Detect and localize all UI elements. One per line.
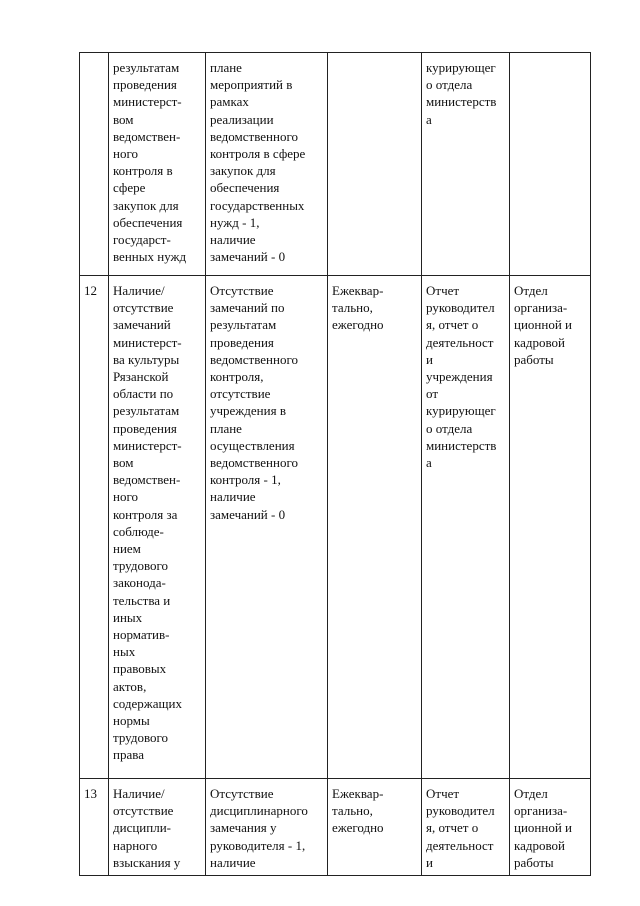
row-number-cell bbox=[80, 53, 109, 276]
source-cell: Отчет руководител я, отчет о деятельност и учреждения от курирующег о отдела министерств а bbox=[422, 276, 510, 779]
source-cell: курирующег о отдела министерств а bbox=[422, 53, 510, 276]
frequency-cell: Ежеквар- тально, ежегодно bbox=[328, 779, 422, 876]
criteria-cell: Отсутствие замечаний по результатам проведения ведомственного контроля, отсутствие учреждения в плане осуществления ведомственного контроля - 1, наличие замечаний - 0 bbox=[206, 276, 328, 779]
responsible-cell: Отдел организа- ционной и кадровой работы bbox=[510, 779, 591, 876]
indicator-cell: результатам проведения министерст- вом ведомствен- ного контроля в сфере закупок для обеспечения государст- венных нужд bbox=[109, 53, 206, 276]
responsible-cell bbox=[510, 53, 591, 276]
frequency-cell: Ежеквар- тально, ежегодно bbox=[328, 276, 422, 779]
row-number-cell: 13 bbox=[80, 779, 109, 876]
indicator-cell: Наличие/ отсутствие замечаний министерст- ва культуры Рязанской области по результатам проведения министерст- вом ведомствен- ного контроля за соблюде- нием трудового законода- тельства и иных норматив- ных правовых актов, содержащих нормы трудового права bbox=[109, 276, 206, 779]
criteria-cell: Отсутствие дисциплинарного замечания у руководителя - 1, наличие bbox=[206, 779, 328, 876]
table-row bbox=[80, 276, 591, 779]
row-number-cell: 12 bbox=[80, 276, 109, 779]
criteria-table bbox=[79, 52, 591, 876]
frequency-cell bbox=[328, 53, 422, 276]
table-row bbox=[80, 53, 591, 276]
criteria-cell: плане мероприятий в рамках реализации ведомственного контроля в сфере закупок для обеспечения государственных нужд - 1, наличие замечаний - 0 bbox=[206, 53, 328, 276]
responsible-cell: Отдел организа- ционной и кадровой работы bbox=[510, 276, 591, 779]
table-row bbox=[80, 779, 591, 876]
source-cell: Отчет руководител я, отчет о деятельност и bbox=[422, 779, 510, 876]
indicator-cell: Наличие/ отсутствие дисципли- нарного взыскания у bbox=[109, 779, 206, 876]
